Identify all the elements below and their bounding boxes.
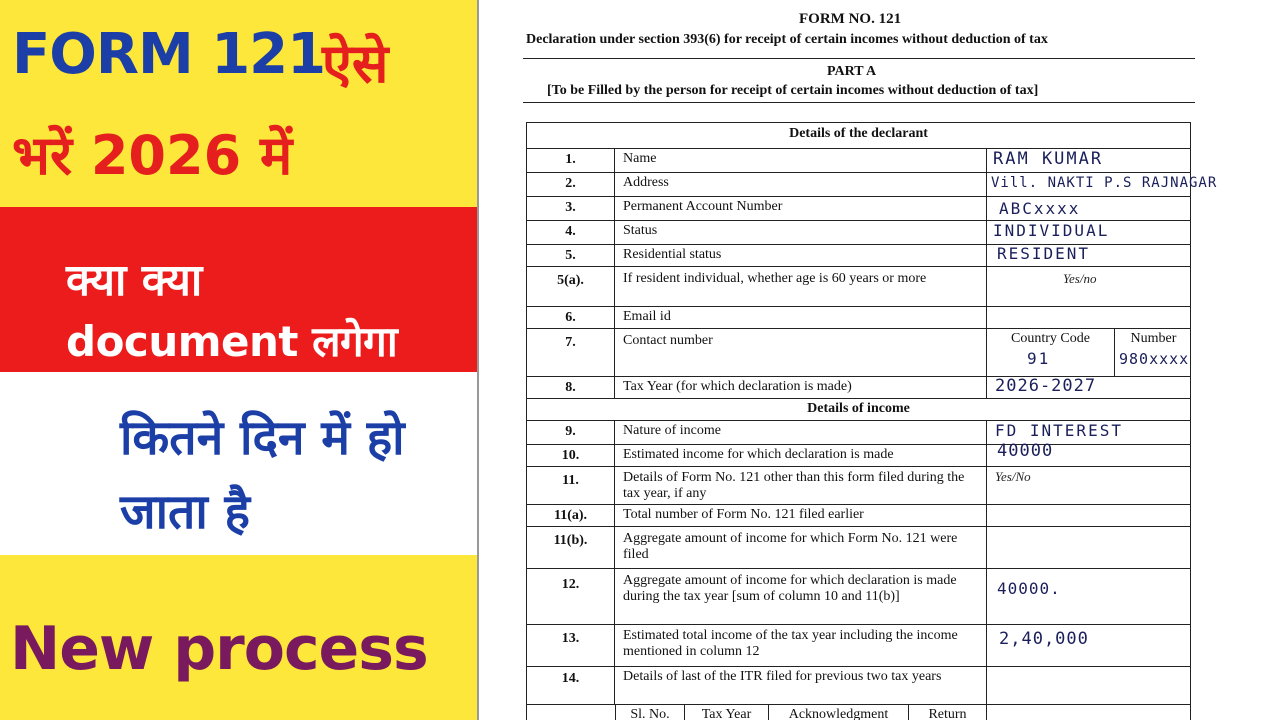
table-row: 4. Status INDIVIDUAL (527, 221, 1190, 245)
table-row: 14. Details of last of the ITR filed for previous two tax years (527, 667, 1190, 705)
table-row: 2. Address Vill. NAKTI P.S RAJNAGAR (527, 173, 1190, 197)
yes-no-other-forms: Yes/No (995, 469, 1031, 484)
table-row: 11(a). Total number of Form No. 121 filed earlier (527, 505, 1190, 527)
part-title: PART A (827, 64, 877, 79)
handwritten-estimated-income: 40000 (997, 441, 1054, 461)
handwritten-pan: ABCxxxx (999, 199, 1081, 218)
table-row: 7. Contact number Country Code Number 91 980xxxx (527, 329, 1190, 377)
table-row: 1. Name RAM KUMAR (527, 149, 1190, 173)
table-row: 13. Estimated total income of the tax year including the income mentioned in column 12 2,40,000 (527, 625, 1190, 667)
itr-col-return: Return (909, 705, 987, 720)
headline-form-121: FORM 121 (12, 22, 326, 87)
headline-document-lagega: document लगेगा (66, 317, 398, 366)
headline-kitne-din: कितने दिन में हो (120, 410, 405, 466)
handwritten-aggregate: 40000. (997, 579, 1061, 598)
itr-col-ack: Acknowledgment (769, 705, 909, 720)
itr-columns-row (527, 705, 1190, 720)
divider (523, 58, 1195, 59)
headline-new-process: New process (10, 614, 428, 684)
handwritten-total-income: 2,40,000 (999, 629, 1089, 649)
headline-kya-kya: क्या क्या (66, 255, 203, 306)
handwritten-nature: FD INTEREST (995, 421, 1123, 440)
headline-aise: ऐसे (322, 32, 389, 95)
table-row: 11(b). Aggregate amount of income for which Form No. 121 were filed (527, 527, 1190, 569)
itr-col-slno: Sl. No. (615, 705, 685, 720)
form-title: FORM NO. 121 (799, 11, 902, 27)
handwritten-address: Vill. NAKTI P.S RAJNAGAR (991, 175, 1218, 191)
handwritten-number: 980xxxx (1119, 350, 1190, 368)
form-subtitle: Declaration under section 393(6) for receipt of certain incomes without deduction of tax (526, 32, 1048, 47)
handwritten-residential: RESIDENT (997, 244, 1091, 263)
section-header-income: Details of income (527, 399, 1190, 421)
handwritten-country-code: 91 (1027, 349, 1051, 368)
table-row: 5(a). If resident individual, whether age is 60 years or more Yes/no (527, 267, 1190, 307)
part-subtitle: [To be Filled by the person for receipt of certain incomes without deduction of tax] (547, 83, 1039, 98)
table-row: 8. Tax Year (for which declaration is made) 2026-2027 (527, 377, 1190, 399)
declarant-table (526, 122, 1218, 720)
table-row: 10. Estimated income for which declaration is made 40000 (527, 445, 1190, 467)
itr-col-taxyear: Tax Year (685, 705, 769, 720)
thumbnail-panel (0, 0, 477, 720)
table-row: 3. Permanent Account Number ABCxxxx (527, 197, 1190, 221)
table-row: 9. Nature of income FD INTEREST (527, 421, 1190, 445)
table-row: 11. Details of Form No. 121 other than this form filed during the tax year, if any Yes/No (527, 467, 1190, 505)
handwritten-tax-year: 2026-2027 (995, 376, 1097, 396)
table-row: 6. Email id (527, 307, 1190, 329)
form-document (477, 0, 1280, 720)
table-row: 5. Residential status RESIDENT (527, 245, 1190, 267)
handwritten-status: INDIVIDUAL (993, 221, 1110, 240)
yes-no-age: Yes/no (1063, 271, 1097, 286)
handwritten-name: RAM KUMAR (993, 149, 1104, 169)
section-header-declarant: Details of the declarant (527, 123, 1190, 149)
headline-bhare-2026: भरें 2026 में (12, 124, 293, 187)
table-row: 12. Aggregate amount of income for which declaration is made during the tax year [sum of column 10 and 11(b)] 40000. (527, 569, 1190, 625)
divider (523, 102, 1195, 103)
headline-jata-hai: जाता है (120, 484, 251, 540)
